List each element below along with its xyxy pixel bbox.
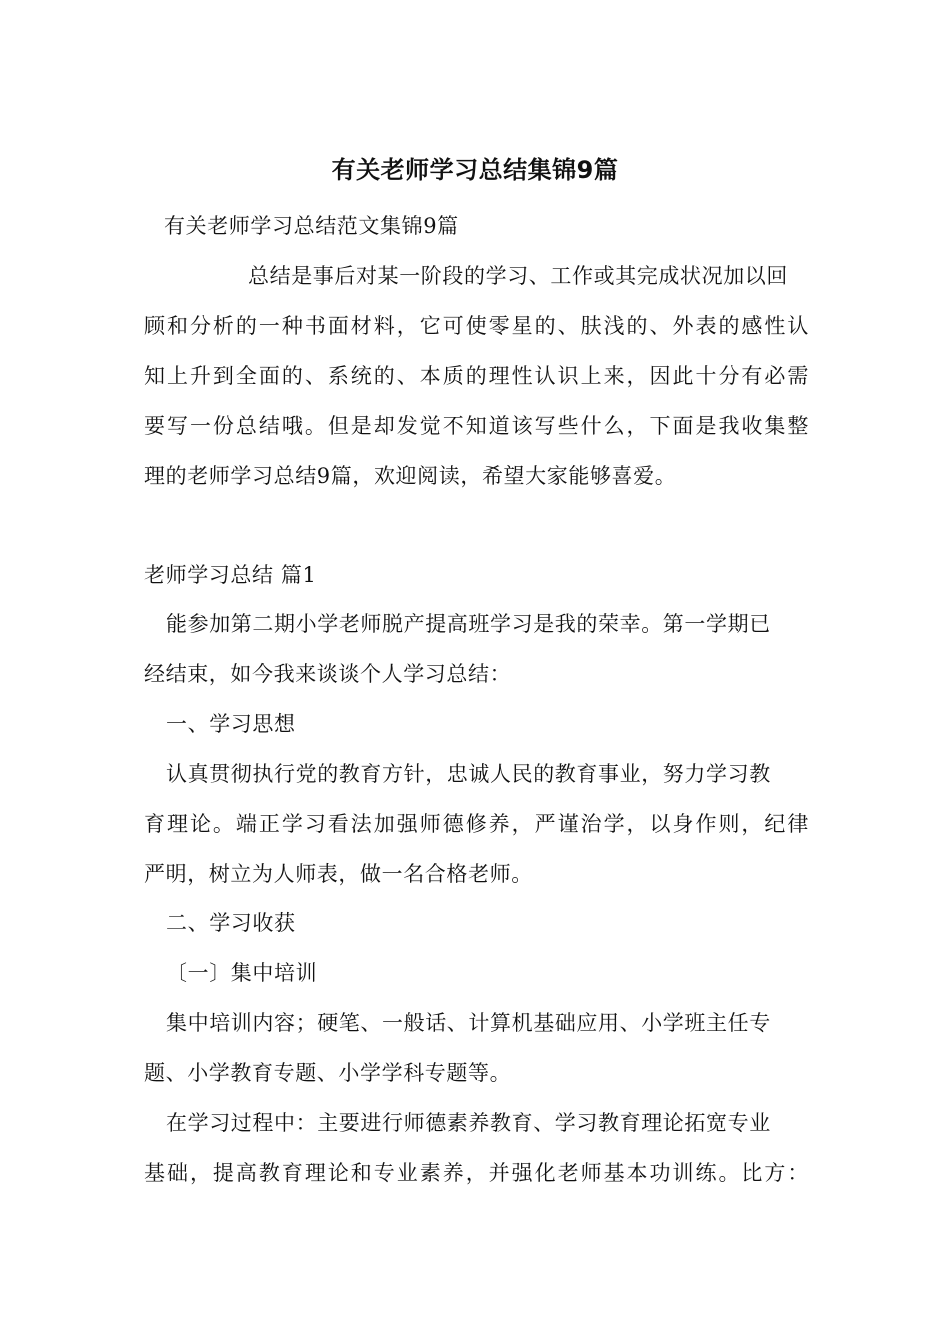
- intro-line: 理的老师学习总结9篇，欢迎阅读，希望大家能够喜爱。: [144, 464, 677, 488]
- body-line: 基础，提高教育理论和专业素养，并强化老师基本功训练。比方：: [144, 1161, 809, 1185]
- body-line: 集中培训内容；硬笔、一般话、计算机基础应用、小学班主任专: [166, 1011, 771, 1035]
- intro-line: 知上升到全面的、系统的、本质的理性认识上来，因此十分有必需: [144, 364, 809, 388]
- intro-line: 总结是事后对某一阶段的学习、工作或其完成状况加以回: [248, 264, 788, 288]
- intro-line: 顾和分析的一种书面材料，它可使零星的、肤浅的、外表的感性认: [144, 314, 809, 338]
- body-line: 能参加第二期小学老师脱产提高班学习是我的荣幸。第一学期已: [166, 612, 771, 636]
- body-line: 育理论。端正学习看法加强师德修养，严谨治学，以身作则，纪律: [144, 812, 809, 836]
- document-title: 有关老师学习总结集锦9篇: [331, 156, 619, 184]
- section-heading: 老师学习总结 篇1: [144, 563, 317, 587]
- body-line: 在学习过程中：主要进行师德素养教育、学习教育理论拓宽专业: [166, 1111, 771, 1135]
- body-line: 认真贯彻执行党的教育方针，忠诚人民的教育事业，努力学习教: [166, 762, 771, 786]
- document-subtitle: 有关老师学习总结范文集锦9篇: [164, 214, 459, 238]
- intro-line: 要写一份总结哦。但是却发觉不知道该写些什么，下面是我收集整: [144, 414, 809, 438]
- body-line: 经结束，如今我来谈谈个人学习总结：: [144, 662, 512, 686]
- subheading: 一、学习思想: [166, 712, 296, 736]
- subheading: 二、学习收获: [166, 911, 296, 935]
- body-line: 严明，树立为人师表，做一名合格老师。: [144, 862, 533, 886]
- body-line: 题、小学教育专题、小学学科专题等。: [144, 1061, 512, 1085]
- subheading: 〔一〕集中培训: [166, 961, 318, 985]
